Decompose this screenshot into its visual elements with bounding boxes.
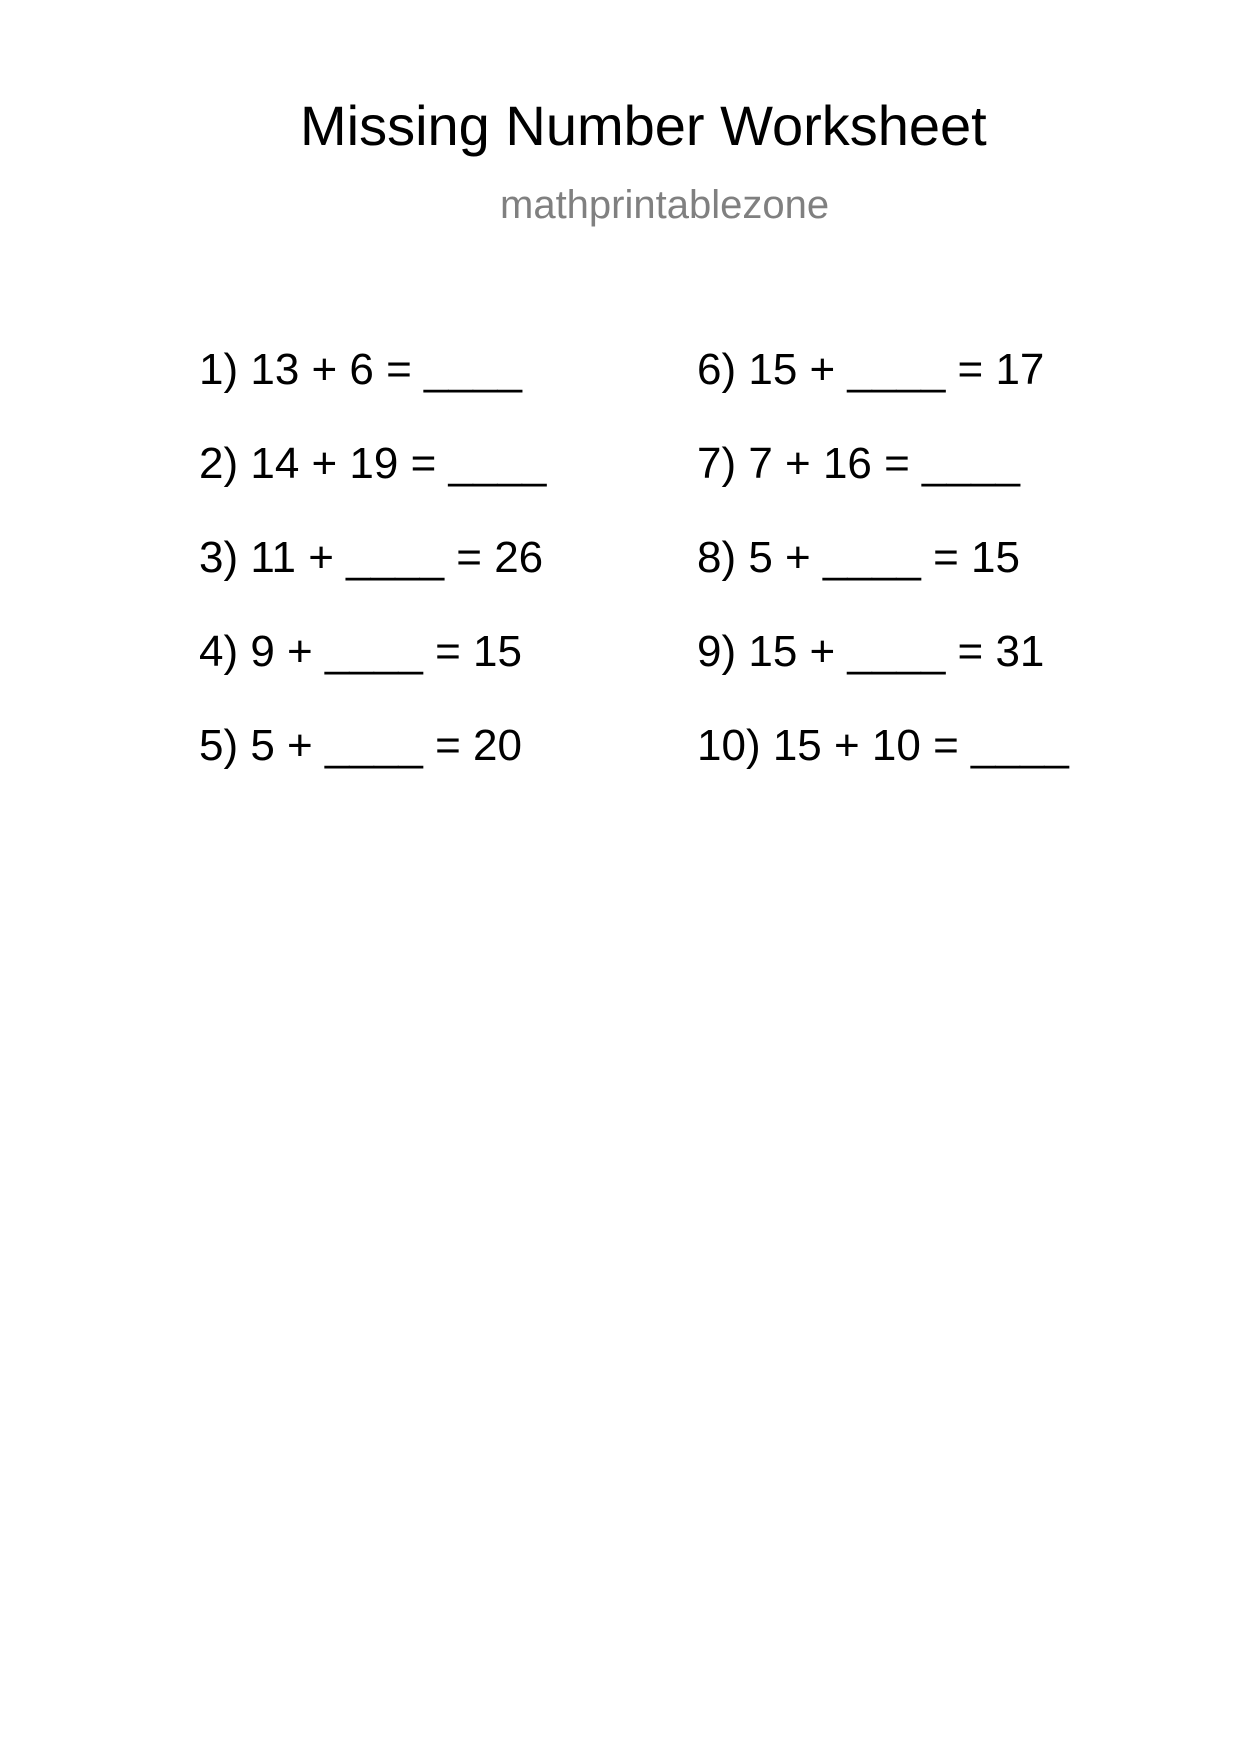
problem-2: 2) 14 + 19 = ____ <box>199 439 547 488</box>
problem-4: 4) 9 + ____ = 15 <box>199 627 522 676</box>
problem-3: 3) 11 + ____ = 26 <box>199 533 544 582</box>
problem-7: 7) 7 + 16 = ____ <box>697 439 1020 488</box>
title-container <box>300 94 1040 157</box>
problem-1: 1) 13 + 6 = ____ <box>199 345 522 394</box>
problem-8: 8) 5 + ____ = 15 <box>697 533 1020 582</box>
worksheet-subtitle: mathprintablezone <box>500 183 830 227</box>
worksheet-title: Missing Number Worksheet <box>300 94 987 157</box>
problem-9: 9) 15 + ____ = 31 <box>697 627 1045 676</box>
problem-6: 6) 15 + ____ = 17 <box>697 345 1045 394</box>
problem-10: 10) 15 + 10 = ____ <box>697 721 1069 770</box>
problem-5: 5) 5 + ____ = 20 <box>199 721 522 770</box>
